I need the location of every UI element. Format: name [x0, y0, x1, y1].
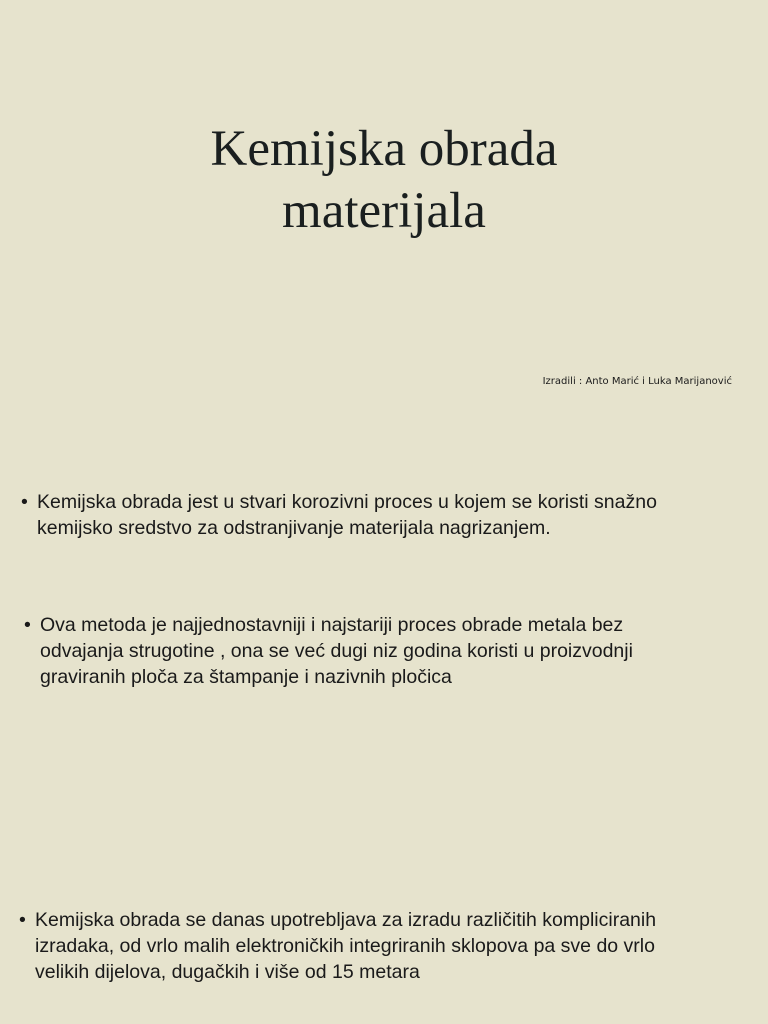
slide-title-line-1: Kemijska obrada	[210, 121, 558, 177]
bullet-icon: •	[19, 909, 26, 931]
author-credit: Izradili : Anto Marić i Luka Marijanović	[542, 376, 732, 387]
bullet-text-2: Ova metoda je najjednostavniji i najstariji proces obrade metala bez odvajanja strugotine , ona se već dugi niz godina koristi u proizvodnji graviranih ploča za štampanje i nazivnih pločica	[40, 614, 633, 688]
bullet-icon: •	[24, 614, 31, 636]
bullet-item-1	[21, 489, 697, 541]
slide-title	[0, 118, 768, 242]
bullet-icon: •	[21, 491, 28, 513]
bullet-item-2	[24, 612, 700, 690]
bullet-item-3	[19, 907, 695, 985]
bullet-text-1: Kemijska obrada jest u stvari korozivni proces u kojem se koristi snažno kemijsko sredstvo za odstranjivanje materijala nagrizanjem.	[37, 491, 657, 539]
slide-title-line-2: materijala	[282, 183, 486, 239]
bullet-text-3: Kemijska obrada se danas upotrebljava za izradu različitih kompliciranih izradaka, od vrlo malih elektroničkih integriranih sklopova pa sve do vrlo velikih dijelova, dugačkih i više od 15 metara	[35, 909, 657, 983]
